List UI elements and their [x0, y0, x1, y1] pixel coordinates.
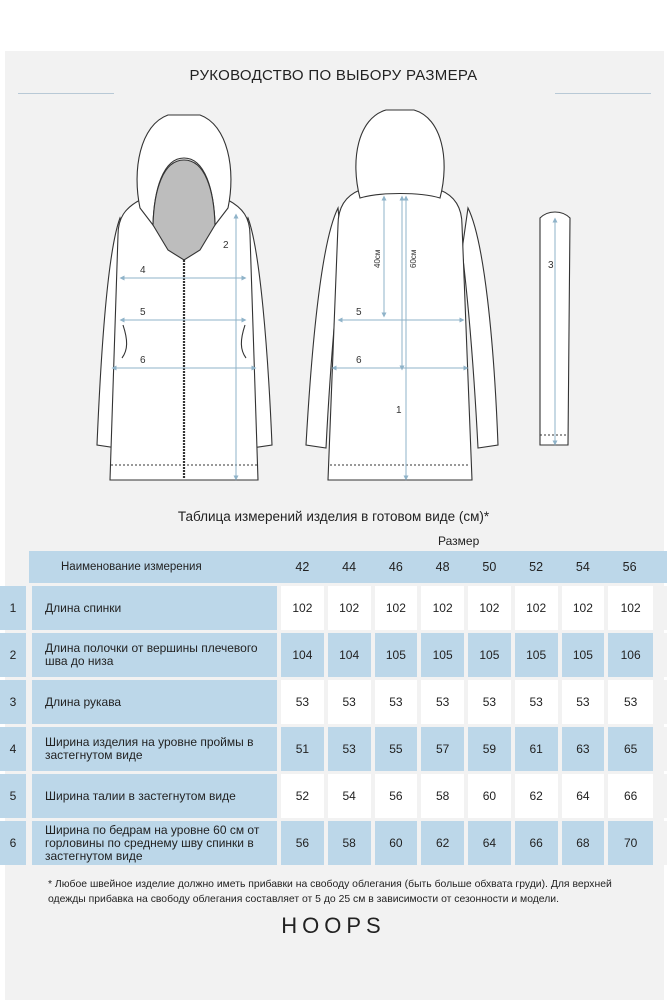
table-title: Таблица измерений изделия в готовом виде (см)*	[177, 509, 490, 524]
row-value: 53	[466, 680, 513, 724]
row-value: 105	[373, 633, 420, 677]
table-row	[0, 680, 667, 724]
row-value: 102	[279, 586, 326, 630]
row-value: 102	[326, 586, 373, 630]
row-value: 105	[560, 633, 607, 677]
sleeve-label-3: 3	[548, 260, 554, 271]
row-name: Ширина по бедрам на уровне 60 см от горловины по среднему шву спинки в застегнутом виде	[29, 821, 279, 865]
row-value: 102	[466, 586, 513, 630]
front-label-6: 6	[140, 355, 146, 366]
row-value: 62	[419, 821, 466, 865]
row-number: 6	[0, 821, 29, 865]
size-table	[0, 551, 667, 865]
header-size: 46	[373, 551, 420, 583]
row-value: 61	[513, 727, 560, 771]
row-name: Ширина изделия на уровне проймы в застегнутом виде	[29, 727, 279, 771]
header-size: 54	[560, 551, 607, 583]
row-value: 66	[606, 774, 653, 818]
row-value: 55	[373, 727, 420, 771]
row-value: 58	[326, 821, 373, 865]
back-label-60cm: 60см	[409, 249, 418, 268]
title-rule-left	[18, 93, 114, 94]
row-name: Длина рукава	[29, 680, 279, 724]
row-value: 53	[560, 680, 607, 724]
row-value: 60	[373, 821, 420, 865]
front-view-drawing	[97, 115, 272, 480]
row-value: 57	[419, 727, 466, 771]
row-value: 53	[606, 680, 653, 724]
header-size: 44	[326, 551, 373, 583]
row-value: 102	[373, 586, 420, 630]
row-value: 54	[326, 774, 373, 818]
table-row	[0, 727, 667, 771]
table-row	[0, 774, 667, 818]
row-value: 64	[560, 774, 607, 818]
row-number: 3	[0, 680, 29, 724]
back-label-40cm: 40см	[373, 249, 382, 268]
row-value: 102	[606, 586, 653, 630]
garment-drawings	[0, 100, 667, 500]
back-body	[328, 190, 472, 480]
row-value: 104	[326, 633, 373, 677]
row-value: 105	[466, 633, 513, 677]
row-value: 52	[279, 774, 326, 818]
row-value: 51	[279, 727, 326, 771]
row-value: 63	[560, 727, 607, 771]
brand-logo: HOOPS	[281, 913, 386, 938]
back-label-6: 6	[356, 355, 362, 366]
header-size: 42	[279, 551, 326, 583]
row-name: Длина полочки от вершины плечевого шва до низа	[29, 633, 279, 677]
header-size: 50	[466, 551, 513, 583]
row-value: 102	[560, 586, 607, 630]
header-size: 56	[606, 551, 653, 583]
front-label-2: 2	[223, 240, 229, 251]
table-row	[0, 633, 667, 677]
title-rule-right	[555, 93, 651, 94]
row-value: 59	[466, 727, 513, 771]
row-number: 4	[0, 727, 29, 771]
row-value: 106	[606, 633, 653, 677]
row-value: 105	[513, 633, 560, 677]
row-name: Длина спинки	[29, 586, 279, 630]
table-row	[0, 586, 667, 630]
size-label: Размер	[438, 534, 480, 548]
front-label-5: 5	[140, 307, 146, 318]
row-value: 64	[466, 821, 513, 865]
row-value: 60	[466, 774, 513, 818]
row-value: 66	[513, 821, 560, 865]
row-value: 104	[279, 633, 326, 677]
back-hood	[356, 110, 444, 198]
back-label-5: 5	[356, 307, 362, 318]
row-value: 102	[419, 586, 466, 630]
row-value: 53	[513, 680, 560, 724]
front-label-4: 4	[140, 265, 146, 276]
row-name: Ширина талии в застегнутом виде	[29, 774, 279, 818]
table-header-row	[0, 551, 667, 583]
row-value: 53	[326, 727, 373, 771]
row-value: 53	[373, 680, 420, 724]
row-value: 53	[419, 680, 466, 724]
row-value: 58	[419, 774, 466, 818]
row-value: 65	[606, 727, 653, 771]
row-value: 70	[606, 821, 653, 865]
header-size: 48	[419, 551, 466, 583]
row-value: 53	[279, 680, 326, 724]
table-row	[0, 821, 667, 865]
row-number: 1	[0, 586, 29, 630]
row-number: 2	[0, 633, 29, 677]
row-value: 62	[513, 774, 560, 818]
back-label-1: 1	[396, 405, 402, 416]
row-value: 105	[419, 633, 466, 677]
row-value: 68	[560, 821, 607, 865]
row-value: 102	[513, 586, 560, 630]
page-title: РУКОВОДСТВО ПО ВЫБОРУ РАЗМЕРА	[189, 67, 478, 84]
header-size: 52	[513, 551, 560, 583]
row-value: 56	[373, 774, 420, 818]
footnote: * Любое швейное изделие должно иметь прибавки на свободу облегания (быть больше обхвата груди). Для верхней одежды прибавка на свободу облегания составляет от 5 до 25 см в зависимости от сезонности и модели.	[48, 879, 612, 905]
row-value: 53	[326, 680, 373, 724]
row-value: 56	[279, 821, 326, 865]
row-number: 5	[0, 774, 29, 818]
header-measure-name: Наименование измерения	[29, 551, 279, 583]
